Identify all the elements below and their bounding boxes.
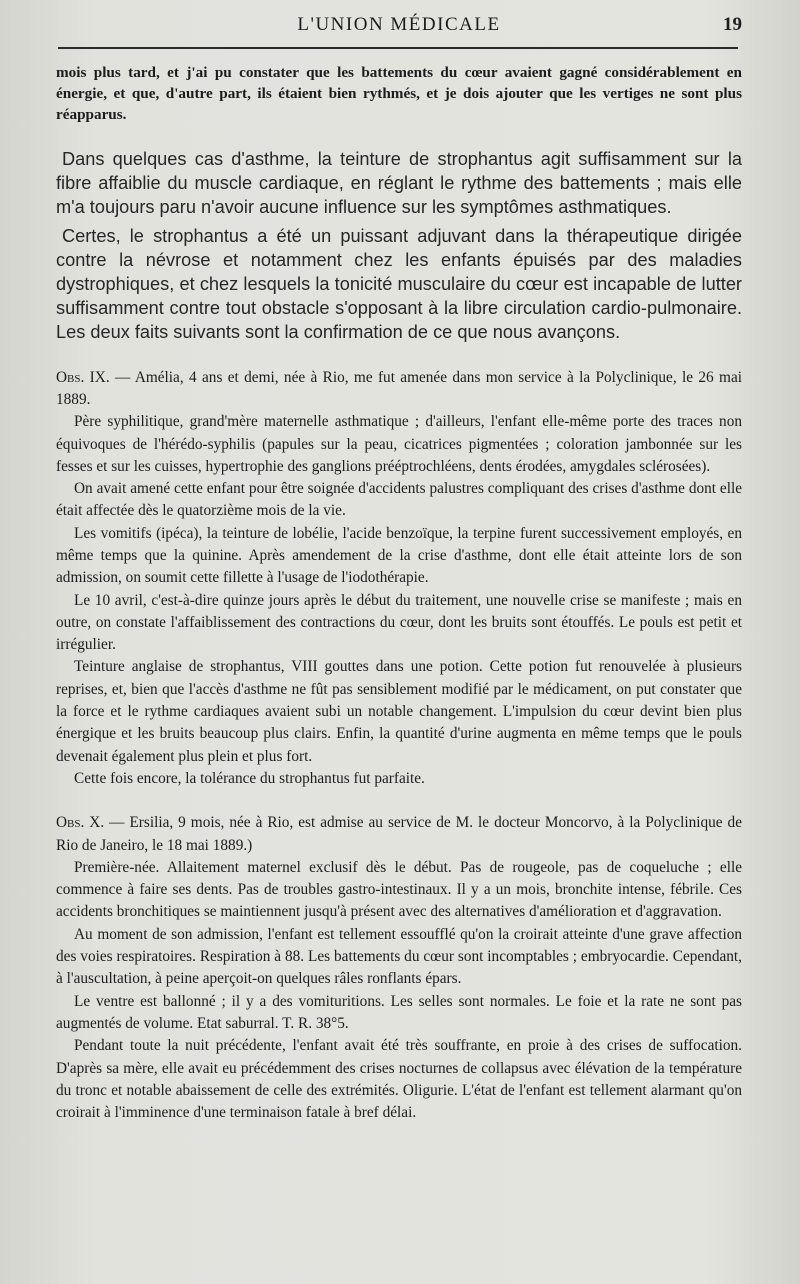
observation-x-heading xyxy=(56,812,742,857)
observation-ix-opening: — Amélia, 4 ans et demi, née à Rio, me fut amenée dans mon service à la Polyclinique, le 26 mai 1889. xyxy=(56,368,742,408)
observation-ix-paragraph: On avait amené cette enfant pour être soignée d'accidents palustres compliquant des crises d'asthme dont elle était affectée dès le quatorzième mois de la vie. xyxy=(56,480,742,520)
running-head xyxy=(56,12,742,40)
article-body xyxy=(56,62,742,1124)
header-rule xyxy=(58,47,738,49)
observation-ix-tag: Obs. IX. xyxy=(56,368,110,386)
journal-title: L'UNION MÉDICALE xyxy=(297,14,501,35)
observation-x-opening: — Ersilia, 9 mois, née à Rio, est admise au service de M. le docteur Moncorvo, à la Polyclinique de Rio de Janeiro, le 18 mai 1889.) xyxy=(56,814,742,854)
strophantus-paragraph: Certes, le strophantus a été un puissant adjuvant dans la thérapeutique dirigée contre la névrose et notamment chez les enfants épuisés par des maladies dystrophiques, et chez lesquels la tonicité musculaire du cœur est incapable de lutter suffisamment contre tout obstacle s'opposant à la libre circulation cardio-pulmonaire. Les deux faits suivants sont la confirmation de ce que nous avançons. xyxy=(56,225,742,343)
page-number: 19 xyxy=(723,14,742,35)
observation-x-tag: Obs. X. xyxy=(56,814,105,832)
observation-x-paragraph: Le ventre est ballonné ; il y a des vomituritions. Les selles sont normales. Le foie et la rate ne sont pas augmentés de volume. Etat saburral. T. R. 38°5. xyxy=(56,992,742,1032)
observation-x-paragraph: Pendant toute la nuit précédente, l'enfant avait été très souffrante, en proie à des crises de suffocation. D'après sa mère, elle avait eu précédemment des crises nocturnes de collapsus avec élévation de la température du tronc et notable abaissement de celle des extrémités. Oligurie. L'état de l'enfant est tellement alarmant qu'on croirait à l'imminence d'une terminaison fatale à bref délai. xyxy=(56,1037,742,1122)
observation-ix-heading xyxy=(56,367,742,412)
intro-paragraph: mois plus tard, et j'ai pu constater que les battements du cœur avaient gagné considérablement en énergie, et que, d'autre part, ils étaient bien rythmés, et je dois ajouter que les vertiges ne sont plus réapparus. xyxy=(56,64,742,123)
observation-x-paragraph: Au moment de son admission, l'enfant est tellement essoufflé qu'on la croirait atteinte d'une grave affection des voies respiratoires. Respiration à 88. Les battements du cœur sont incomptables ; embryocardie. Cependant, à l'auscultation, à peine aperçoit-on quelques râles ronflants épars. xyxy=(56,925,742,988)
observation-ix-paragraph: Le 10 avril, c'est-à-dire quinze jours après le début du traitement, une nouvelle crise se manifeste ; mais en outre, on constate l'affaiblissement des contractions du cœur, dont les bruits sont étouffés. Le pouls est petit et irrégulier. xyxy=(56,591,742,654)
observation-ix-paragraph: Les vomitifs (ipéca), la teinture de lobélie, l'acide benzoïque, la terpine furent successivement employés, en même temps que la quinine. Après amendement de la crise d'asthme, dont elle était atteinte lors de son admission, on soumit cette fillette à l'usage de l'iodothérapie. xyxy=(56,524,742,587)
observation-x-paragraph: Première-née. Allaitement maternel exclusif dès le début. Pas de rougeole, pas de coqueluche ; elle commence à faire ses dents. Pas de troubles gastro-intestinaux. Il y a un mois, bronchite intense, fébrile. Ces accidents bronchitiques se maintiennent jusqu'à présent avec des alternatives d'amélioration et d'aggravation. xyxy=(56,858,742,921)
asthma-paragraph: Dans quelques cas d'asthme, la teinture de strophantus agit suffisamment sur la fibre affaiblie du muscle cardiaque, en réglant le rythme des battements ; mais elle m'a toujours paru n'avoir aucune influence sur les symptômes asthmatiques. xyxy=(56,149,742,218)
observation-ix-paragraph: Père syphilitique, grand'mère maternelle asthmatique ; d'ailleurs, l'enfant elle-même porte des traces non équivoques de l'hérédo-syphilis (papules sur la peau, cicatrices pigmentées ; coloration jambonnée sur les fesses et sur les cuisses, hypertrophie des ganglions prééptrochléens, dents érodées, amygdales sclérosées). xyxy=(56,413,742,475)
observation-ix-paragraph: Cette fois encore, la tolérance du strophantus fut parfaite. xyxy=(74,769,425,787)
observation-ix-paragraph: Teinture anglaise de strophantus, VIII gouttes dans une potion. Cette potion fut renouvelée à plusieurs reprises, et, bien que l'accès d'asthme ne fût pas sensiblement modifié par le médicament, on put constater que la force et le rythme cardiaques avaient subi un notable changement. L'impulsion du cœur devint bien plus énergique et les bruits beaucoup plus clairs. Enfin, la quantité d'urine augmenta en même temps que le pouls devenait également plus plein et plus fort. xyxy=(56,658,742,765)
